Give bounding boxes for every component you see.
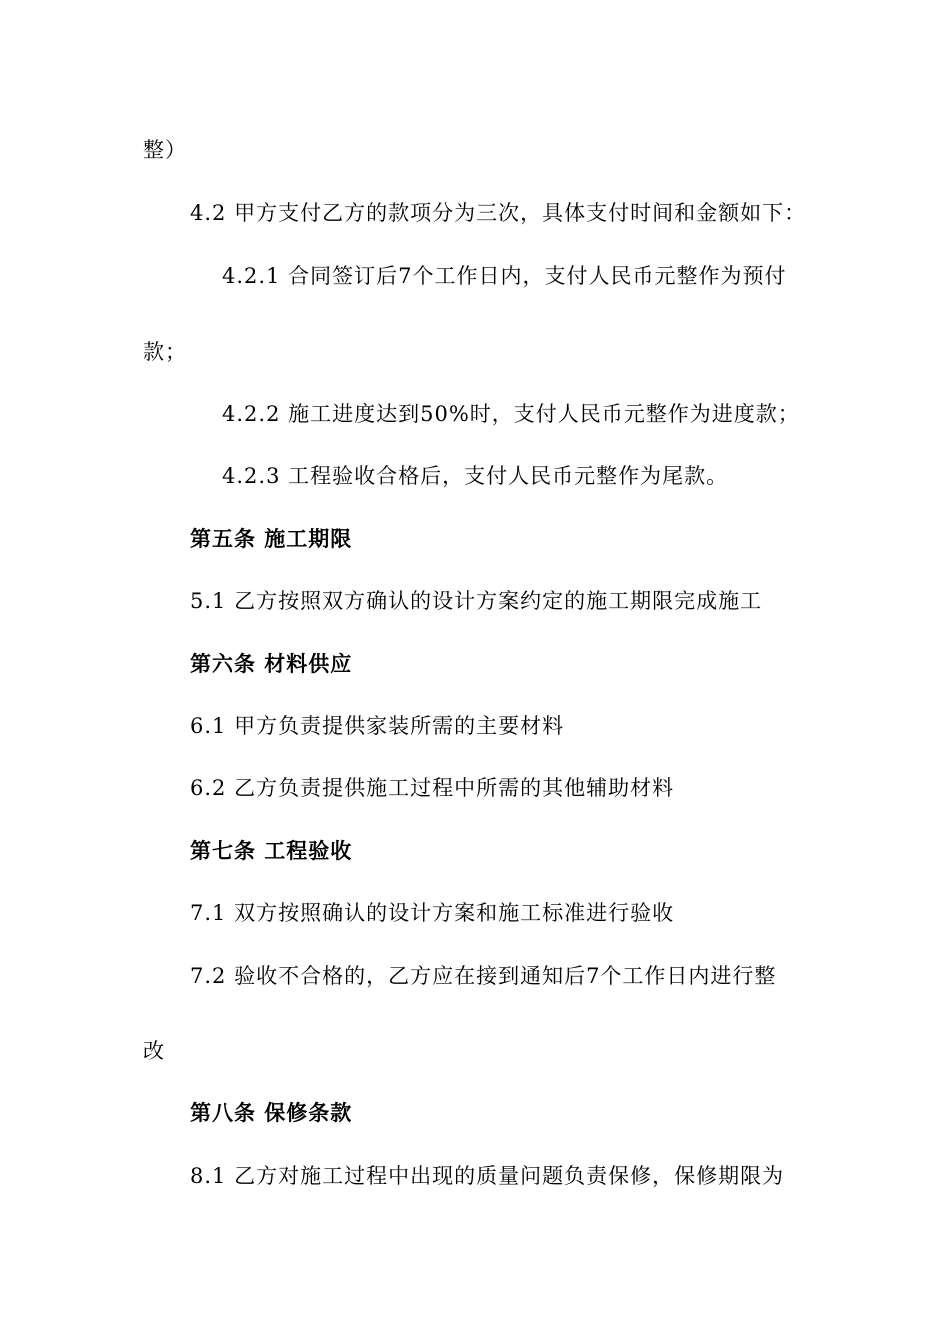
text-line-continuation-2: 款； bbox=[143, 340, 187, 364]
section-heading-7: 第七条 工程验收 bbox=[190, 838, 353, 863]
clause-4-2-3: 4.2.3 工程验收合格后，支付人民币元整作为尾款。 bbox=[222, 464, 729, 488]
section-heading-5: 第五条 施工期限 bbox=[190, 526, 353, 551]
text-line-continuation-1: 整） bbox=[143, 138, 187, 162]
clause-7-2: 7.2 验收不合格的，乙方应在接到通知后7个工作日内进行整 bbox=[190, 964, 777, 988]
clause-6-1: 6.1 甲方负责提供家装所需的主要材料 bbox=[190, 714, 565, 738]
section-heading-8: 第八条 保修条款 bbox=[190, 1100, 353, 1125]
clause-6-2: 6.2 乙方负责提供施工过程中所需的其他辅助材料 bbox=[190, 776, 675, 800]
clause-8-1: 8.1 乙方对施工过程中出现的质量问题负责保修，保修期限为 bbox=[190, 1164, 785, 1188]
clause-7-1: 7.1 双方按照确认的设计方案和施工标准进行验收 bbox=[190, 901, 675, 925]
clause-4-2-2: 4.2.2 施工进度达到50%时，支付人民币元整作为进度款； bbox=[222, 402, 800, 426]
text-line-continuation-3: 改 bbox=[143, 1039, 165, 1063]
clause-4-2-1: 4.2.1 合同签订后7个工作日内，支付人民币元整作为预付 bbox=[222, 264, 787, 288]
clause-5-1: 5.1 乙方按照双方确认的设计方案约定的施工期限完成施工 bbox=[190, 589, 763, 613]
section-heading-6: 第六条 材料供应 bbox=[190, 651, 353, 676]
clause-4-2: 4.2 甲方支付乙方的款项分为三次，具体支付时间和金额如下： bbox=[190, 201, 807, 225]
